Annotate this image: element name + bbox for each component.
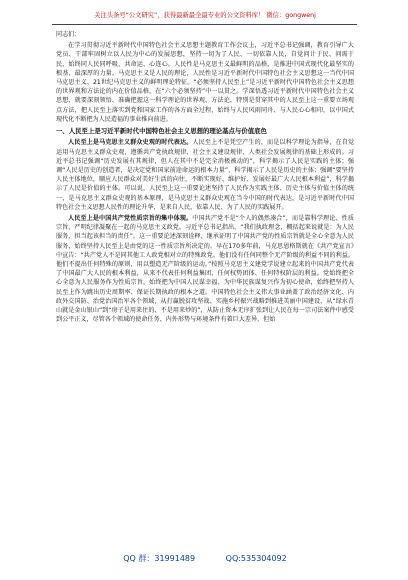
header-divider — [52, 24, 357, 25]
paragraph — [56, 138, 354, 212]
qq-text: QQ:535304092 — [225, 554, 287, 563]
paragraph-lead: 人民至上是马克思主义群众史观的时代表达。 — [68, 139, 193, 147]
greeting: 同志们： — [56, 31, 81, 38]
promo-banner: 关注头条号“公文研究”，获得最新最全最专业的公文资料库！ 微信：gongwenj — [94, 12, 316, 19]
qq-group-text: QQ 群：31991489 — [123, 554, 196, 563]
contact-footer — [50, 553, 360, 565]
paragraph — [56, 214, 354, 324]
paragraph-text: 人民至上不是凭空产生的，而是以科学理论为指导，在自觉运用马克思主义群众史观，遵循共产党执政规律、社会主义建设规律、人类社会发展规律的基础上形成的。习近平总书记强调“历史发展有其规律，但人在其中不是完全消极被动的”，科学揭示了人民是实践的主体；强调“人民是历史的创造者，是决定党和国家前途命运的根本力量”，科学揭示了人民是历史的主体；强调“要坚持人民主体地位，顺应人民群众对美好生活的向往，不断实现好、维护好、发展好最广大人民根本利益”，科学揭示了人民是价值的主体。可以说，人民至上这一重要论述坚持了人民作为实践主体、历史主体与价值主体的统一，是马克思主义群众史观的基本原理，是马克思主义群众史观在当今中国的时代表达，是习近平新时代中国特色社会主义思想人民性的理论升华，是来自人民、依靠人民、为了人民的实践展开。 — [56, 139, 354, 211]
paragraph-lead: 人民至上是中国共产党性质宗旨的集中体现。 — [68, 215, 193, 223]
paragraph-text: 中国共产党不是“个人的偶然凑合”，而是靠科学理论、性质宗旨、严明纪律凝聚在一起的马克思主义政党。习近平总书记指出，“我们执政理念，概括起来说就是：为人民服务，担当起该担当的责任”。这一重要论述深刻诠释、继承证明了中国共产党的性质宗旨就是全心全意为人民服务，始终坚持人民至上是由党的这一性质宗旨所决定的。早在170多年前，马克思恩格斯就在《共产党宣言》中宣告：“共产党人不是同其他工人政党相对立的特殊政党。他们没有任何同整个无产阶级的利益不同的利益。他们不提出任何特殊的原则，用以塑造无产阶级的运动。”按照马克思主义建党学说建立起来的中国共产党代表了中国最广大人民的根本利益，从来不代表任何利益集团、任何权势团体、任何特权阶层的利益。党始终把全心全意为人民服务作为性质宗旨，始终把为中国人民谋幸福、为中华民族谋复兴作为初心使命，始终把坚持人民至上作为跳出历史周期率、保证长期执政的根本之道。中国特色社会主义伟大事业涵盖了政治经济文化、内政外交国防、治党治国治军各个领域，从打赢脱贫攻坚战、实施乡村振兴战略到推进美丽中国建设，从“绿水青山就是金山银山”到“房子是用来住的、不是用来炒的”，从防止资本无序扩张到让人民在每一宗司法案件中感受到公平正义，尽管各个领域的使命任务、内外形势与环境条件有着巨大差异，但始 — [56, 215, 354, 324]
intro-paragraph: 在学习贯彻习近平新时代中国特色社会主义思想主题教育工作会议上，习近平总书记强调，教育引导广大党员、干部牢固树立以人民为中心的发展思想，坚持一切为了人民、一切依靠人民，自觉问计于民、问需于民，始终同人民同呼吸、共命运、心连心。人民性是马克思主义最鲜明的品格，是推进中国式现代化最坚实的根基、最深厚的力量。马克思主义是人民的理论，人民性是习近平新时代中国特色社会主义思想这一当代中国马克思主义、21世纪马克思主义的鲜明理论特征。“必须坚持人民至上”是习近平新时代中国特色社会主义思想的世界观和方法论的内在价值品格，在“六个必须坚持”中一以贯之。学深悟透习近平新时代中国特色社会主义思想，就要深刻领悟、准确把握这一科学理论的世界观、方法论，特别是贯穿其中的人民至上这一重要立场观点方法，把人民至上落实到党和国家工作的各方面全过程，始终与人民风雨同舟、与人民心心相印，以中国式现代化不断把为人民造福的事业推向前进。 — [56, 42, 354, 123]
document-body — [56, 30, 354, 545]
section-heading: 一、人民至上是习近平新时代中国特色社会主义思想的理论基点与价值底色 — [56, 127, 267, 136]
